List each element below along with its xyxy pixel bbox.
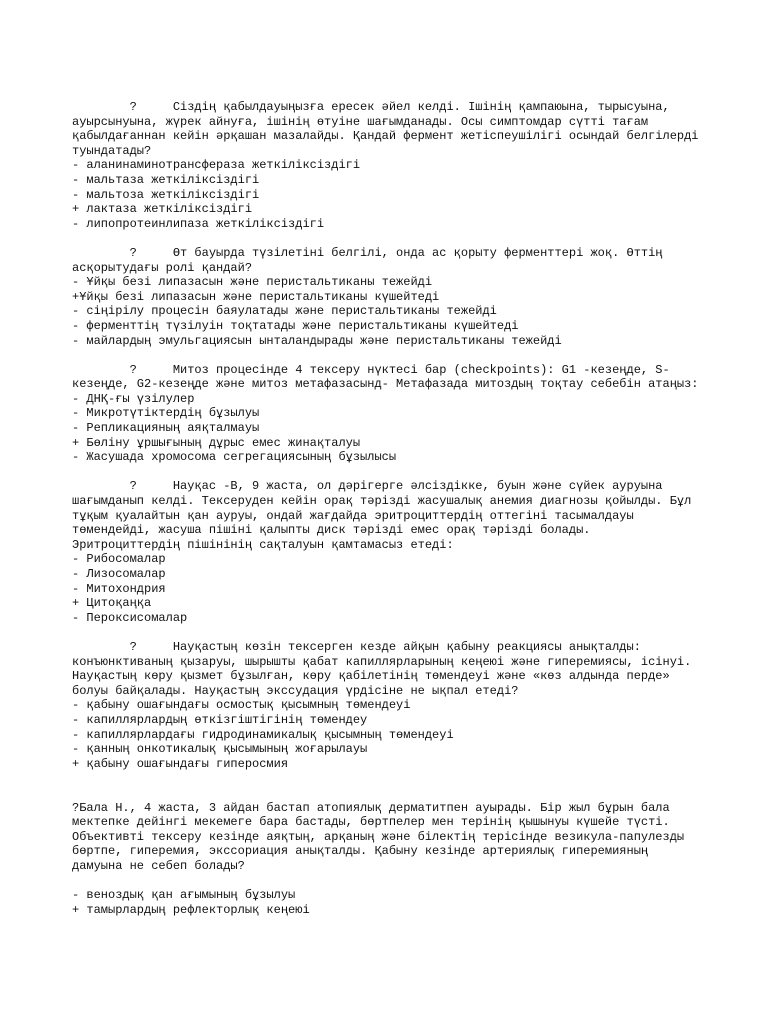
answer-option: - Ұйқы безі липазасын және перистальтиканы тежейді (72, 275, 433, 290)
question-text: ? Сіздің қабылдауыңызға ересек әйел келді. Ішінің қампаюына, тырысуына, ауырсынуына, жүрек айнуға, ішінің өтуіне шағымданады. Осы симптомдар сүтті тағам қабылдағаннан кейін әрқашан мазалайды. Қандай фермент жетіспеушілігі осындай белгілерді туындатады? (72, 100, 706, 158)
question-text: ? Науқастың көзін тексерген кезде айқын қабыну реакциясы анықталды: конъюнктиваның қызаруы, шырышты қабат капиллярларының кеңеюі және гиперемиясы, ісінуі. Науқастың көру қызмет бұзылған, көру қабілетінің төмендеуі және «көз алдында перде» болуы байқалады. Науқастың экссудация үрдісіне не ықпал етеді? (72, 639, 699, 698)
answer-option-correct: + лактаза жеткіліксіздігі (72, 202, 253, 217)
question-block (72, 363, 700, 465)
question-text: ?Бала Н., 4 жаста, 3 айдан бастап атопиялық дерматитпен ауырады. Бір жыл бұрын бала мектепке дейінгі мекемеге бара бастады, бөртпелер мен терінің қышынуы күшейе түсті. Объективті тексеру кезінде аяқтың, арқаның және білектің терісінде везикула-папулезды бөртпе, гиперемия, экссориация анықталды. Қабыну кезінде артериялық гиперемияның дамуына не себеп болады? (72, 800, 692, 873)
answer-option: - Пероксисомалар (72, 610, 188, 625)
question-text: ? Митоз процесінде 4 тексеру нүктесі бар (checkpoints): G1 -кезеңде, S-кезеңде, G2-кезеңде және митоз метафазасынд- Метафазада митоздың тоқтау себебін атаңыз: (72, 362, 699, 392)
answer-option: - майлардың эмульгациясын ынталандырады және перистальтиканы тежейді (72, 333, 562, 348)
answer-option-correct: + Цитоқаңқа (72, 596, 152, 611)
answer-option-correct: + қабыну ошағындағы гиперосмия (72, 756, 289, 771)
answer-option: - Митохондрия (72, 581, 166, 596)
answer-option: - Жасушада хромосома сегрегациясының бұзылысы (72, 450, 397, 465)
answer-option: - ДНҚ-ғы үзілулер (72, 391, 195, 406)
answer-option: - Лизосомалар (72, 567, 166, 581)
answer-option: - мальтоза жеткіліксіздігі (72, 187, 260, 202)
question-block (72, 801, 700, 918)
answer-option: - капиллярлардағы гидродинамикалық қысымның төмендеуі (72, 727, 454, 742)
question-block (72, 246, 700, 348)
answer-option: - қанның онкотикалық қысымының жоғарылауы (72, 742, 368, 757)
question-text: ? Науқас -В, 9 жаста, ол дәрігерге әлсіздікке, буын және сүйек ауруына шағымданып келді. Тексеруден кейін орақ тәрізді жасушалық анемия диагнозы қойылды. Бұл тұқым қуалайтын қан ауруы, ондай жағдайда эритроциттердің оттегіні тасымалдауы төмендейді, жасуша пішіні қалыпты диск тәрізді емес орақ тәрізді болады. Эритроциттердің пішінінің сақталуын қамтамасыз етеді: (72, 479, 699, 552)
answer-option: - қабыну ошағындағы осмостық қысымның төмендеуі (72, 698, 411, 713)
answer-option: - аланинаминотрансфераза жеткіліксіздігі (72, 158, 361, 173)
document-page (72, 100, 706, 917)
answer-option: - ферменттің түзілуін тоқтатады және перистальтиканы күшейтеді (72, 318, 519, 333)
answer-option: - сіңірілу процесін баяулатады және перистальтиканы тежейді (72, 304, 497, 319)
question-block (72, 100, 706, 231)
answer-option: - мальтаза жеткіліксіздігі (72, 172, 260, 187)
answer-option: - Микротүтіктердің бұзылуы (72, 406, 260, 421)
answer-option-correct: +Ұйқы безі липазасын және перистальтиканы күшейтеді (72, 289, 440, 304)
answer-option-correct: + тамырлардың рефлекторлық кеңеюі (72, 902, 310, 917)
question-text: ? Өт бауырда түзілетіні белгілі, онда ас қорыту ферменттері жоқ. Өттің асқорытудағы ролі қандай? (72, 245, 670, 275)
question-block (72, 479, 700, 625)
question-block (72, 640, 700, 771)
answer-option: - веноздық қан ағымының бұзылуы (72, 888, 296, 903)
answer-option: - капиллярлардың өткізгіштігінің төмендеу (72, 712, 368, 727)
answer-option: - липопротеинлипаза жеткіліксіздігі (72, 216, 325, 231)
answer-option-correct: + Бөліну ұршығының дұрыс емес жинақталуы (72, 435, 361, 450)
answer-option: - Рибосомалар (72, 552, 166, 567)
answer-option: - Репликацияның аяқталмауы (72, 421, 260, 436)
